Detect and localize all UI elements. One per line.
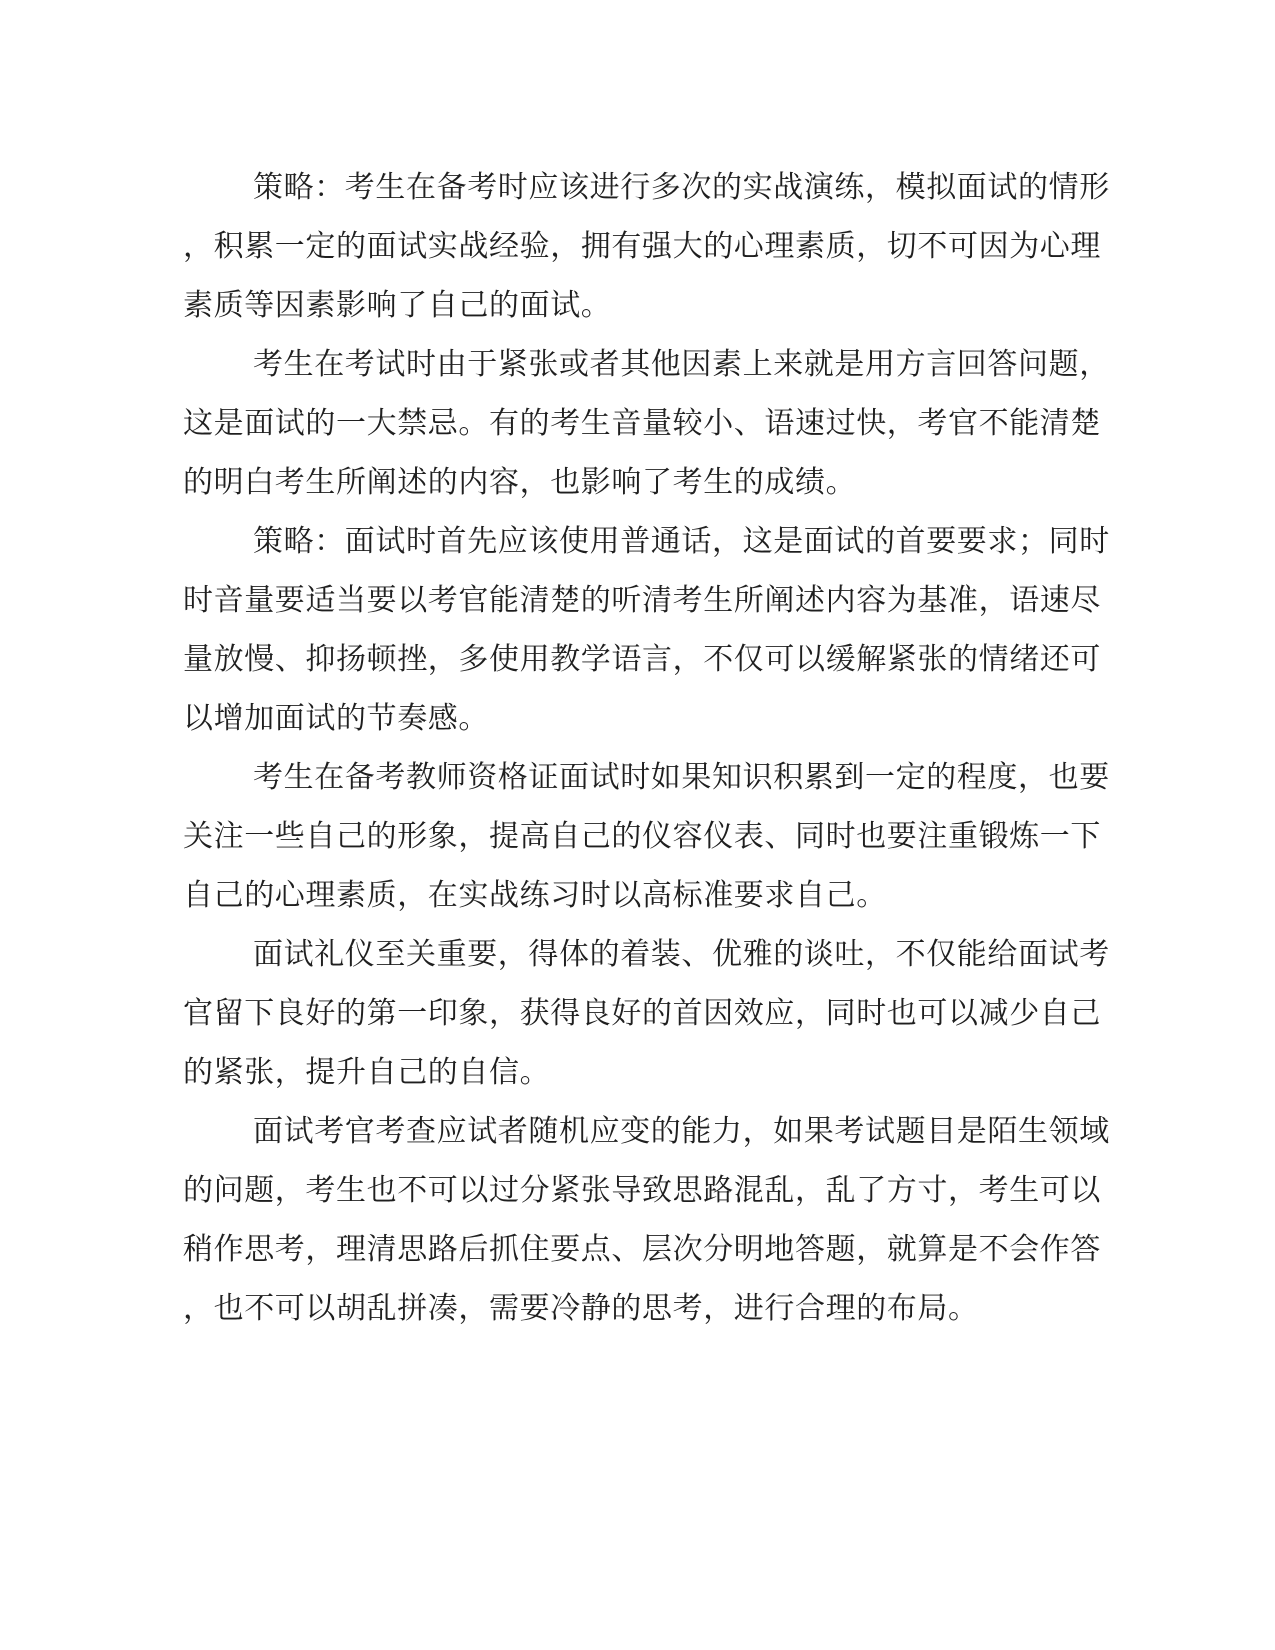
- paragraph-1: [183, 158, 1110, 335]
- text-line: 时音量要适当要以考官能清楚的听清考生所阐述内容为基准，语速尽: [183, 583, 1101, 618]
- text-line: 的问题，考生也不可以过分紧张导致思路混乱，乱了方寸，考生可以: [183, 1173, 1101, 1208]
- text-line: 的明白考生所阐述的内容，也影响了考生的成绩。: [183, 465, 857, 500]
- text-line: 策略：面试时首先应该使用普通话，这是面试的首要要求；同时: [253, 524, 1110, 559]
- text-line: 考生在备考教师资格证面试时如果知识积累到一定的程度，也要: [253, 760, 1110, 795]
- paragraph-2: [183, 335, 1110, 512]
- paragraph-6: [183, 1102, 1110, 1338]
- text-line: 面试考官考查应试者随机应变的能力，如果考试题目是陌生领域: [253, 1114, 1110, 1149]
- text-line: 官留下良好的第一印象，获得良好的首因效应，同时也可以减少自己: [183, 996, 1101, 1031]
- paragraph-4: [183, 748, 1110, 925]
- paragraph-5: [183, 925, 1110, 1102]
- text-line: 稍作思考，理清思路后抓住要点、层次分明地答题，就算是不会作答: [183, 1232, 1101, 1267]
- text-line: 考生在考试时由于紧张或者其他因素上来就是用方言回答问题，: [253, 347, 1110, 382]
- text-line: ，也不可以胡乱拼凑，需要冷静的思考，进行合理的布局。: [183, 1291, 979, 1326]
- text-line: 的紧张，提升自己的自信。: [183, 1055, 551, 1090]
- text-line: 面试礼仪至关重要，得体的着装、优雅的谈吐，不仅能给面试考: [253, 937, 1110, 972]
- text-line: 素质等因素影响了自己的面试。: [183, 288, 612, 323]
- text-line: ，积累一定的面试实战经验，拥有强大的心理素质，切不可因为心理: [183, 229, 1101, 264]
- paragraph-3: [183, 512, 1110, 748]
- text-line: 量放慢、抑扬顿挫，多使用教学语言，不仅可以缓解紧张的情绪还可: [183, 642, 1101, 677]
- document-body: [183, 158, 1110, 1338]
- text-line: 关注一些自己的形象，提高自己的仪容仪表、同时也要注重锻炼一下: [183, 819, 1101, 854]
- text-line: 以增加面试的节奏感。: [183, 701, 489, 736]
- text-line: 自己的心理素质，在实战练习时以高标准要求自己。: [183, 878, 887, 913]
- text-line: 策略：考生在备考时应该进行多次的实战演练，模拟面试的情形: [253, 170, 1110, 205]
- text-line: 这是面试的一大禁忌。有的考生音量较小、语速过快，考官不能清楚: [183, 406, 1101, 441]
